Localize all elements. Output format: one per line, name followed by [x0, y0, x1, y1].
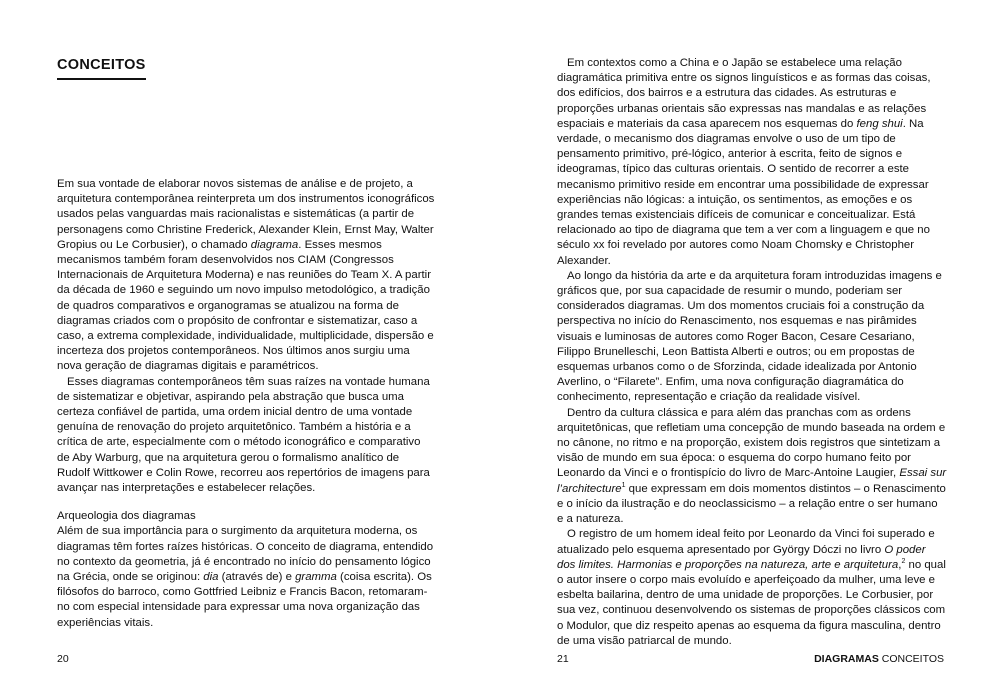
- footnote-marker-1: 1: [621, 481, 626, 489]
- left-body-text: [57, 177, 435, 631]
- running-head: [814, 653, 944, 665]
- left-paragraph-2: Esses diagramas contemporâneos têm suas raízes na vontade humana de sistematizar e objetivar, aspirando pela abstração que busca uma certeza confiável de partida, uma ordem inicial dentro de uma vontade genuína de renovação do projeto arquitetônico. Também a história e a crítica de arte, especialmente com o método iconográfico e comparativo de Aby Warburg, que na arquitetura gerou o formalismo analítico de Rudolf Wittkower e Colin Rowe, recorreu aos repertórios de imagens para avançar nas interpretações e estabelecer relações.: [57, 375, 430, 495]
- right-paragraph-1: Em contextos como a China e o Japão se estabelece uma relação diagramática primitiva entre os signos linguísticos e as formas das coisas, dos edifícios, dos bairros e a estrutura das cidades. As estruturas e proporções urbanas orientais são expressas nas mandalas e as relações espaciais e materiais da casa aparecem nos esquemas do feng shui. Na verdade, o mecanismo dos diagramas envolve o uso de um tipo de pensamento primitivo, pré-lógico, anterior à escrita, feito de signos e ideogramas, típico das culturas orientais. O sentido de recorrer a este mecanismo primitivo reside em encontrar uma possibilidade de expressar experiências não lógicas: a intuição, os sentimentos, as emoções e os grandes temas existenciais difíceis de comunicar e conceitualizar. Está relacionado ao tipo de diagrama que tem a ver com a linguagem e que no século xx foi revelado por autores como Noam Chomsky e Christopher Alexander.: [557, 57, 931, 267]
- running-head-section: CONCEITOS: [878, 653, 944, 665]
- subheading-arqueologia: Arqueologia dos diagramas: [57, 510, 196, 523]
- left-paragraph-3: Além de sua importância para o surgimento da arquitetura moderna, os diagramas têm fortes raízes históricas. O conceito de diagrama, entendido no contexto da geometria, já é encontrado no início do pensamento lógico na Grécia, onde se originou: dia (através de) e gramma (coisa escrita). Os filósofos do barroco, como Gottfried Leibniz e Francis Bacon, retomaram-no com especial intensidade para expressar uma nova organização das experiências vitais.: [57, 525, 434, 629]
- running-head-book-title: DIAGRAMAS: [814, 653, 879, 665]
- right-page: [500, 0, 1000, 700]
- footnote-marker-2: 2: [901, 557, 906, 565]
- right-paragraph-3: Dentro da cultura clássica e para além das pranchas com as ordens arquitetônicas, que refletiam uma concepção de mundo baseada na ordem e no cânone, no ritmo e na proporção, existem dois registros que sintetizam a visão de mundo em sua época: o esquema do corpo humano feito por Leonardo da Vinci e o frontispício do livro de Marc-Antoine Laugier, Essai sur l’architecture$^1$ que expressam em dois momentos distintos – o Renascimento e o início da ilustração e do neoclassicismo – a relação entre o ser humano e a natureza.: [557, 406, 947, 526]
- right-paragraph-2: Ao longo da história da arte e da arquitetura foram introduzidas imagens e gráficos que, por sua capacidade de resumir o mundo, poderiam ser considerados diagramas. Um dos momentos cruciais foi a construção da perspectiva no início do Renascimento, nos esquemas e nas pirâmides visuais e luminosas de autores como Roger Bacon, Cesare Cesariano, Filippo Brunelleschi, Leon Battista Alberti e outros; ou em propostas de esquemas urbanos como o de Sforzinda, cidade idealizada por Antonio Averlino, o “Filarete”. Enfim, uma nova configuração diagramática do conhecimento, representação e criação da realidade visível.: [557, 269, 942, 404]
- page-number-right: 21: [557, 653, 569, 665]
- right-paragraph-4: O registro de um homem ideal feito por Leonardo da Vinci foi superado e atualizado pelo esquema apresentado por György Dóczi no livro O poder dos limites. Harmonias e proporções na natureza, arte e arquitetura,$^2$ no qual o autor insere o corpo mais evoluído e aperfeiçoado da mulher, uma leve e esbelta bailarina, dentro de uma unidade de proporções. Le Corbusier, por sua vez, continuou desenvolvendo os sistemas de proporções clássicos com o Modulor, que diz respeito apenas ao esquema da figura masculina, dentro de uma visão patriarcal de mundo.: [557, 528, 946, 647]
- emphasis-diagrama: diagrama: [250, 238, 299, 251]
- section-title: CONCEITOS: [57, 57, 146, 80]
- right-body-text: [557, 56, 947, 649]
- page-number-left: 20: [57, 653, 69, 665]
- left-paragraph-1: Em sua vontade de elaborar novos sistemas de análise e de projeto, a arquitetura contemporânea reinterpreta um dos instrumentos iconográficos usados pelas vanguardas mais racionalistas e sistemáticas (a partir de personagens como Christine Frederick, Alexander Klein, Ernst May, Walter Gropius ou Le Corbusier), o chamado diagrama. Esses mesmos mecanismos também foram desenvolvidos nos CIAM (Congressos Internacionais de Arquitetura Moderna) e nas reuniões do Team X. A partir da década de 1960 e seguindo um novo impulso metodológico, a tradição de quadros comparativos e organogramas se atualizou na forma de diagramas criados com o propósito de confrontar e sistematizar, caso a caso, a extrema complexidade, individualidade, multiplicidade, dispersão e incerteza dos projetos contemporâneos. Nos últimos anos surgiu uma nova geração de diagramas digitais e paramétricos.: [57, 178, 435, 373]
